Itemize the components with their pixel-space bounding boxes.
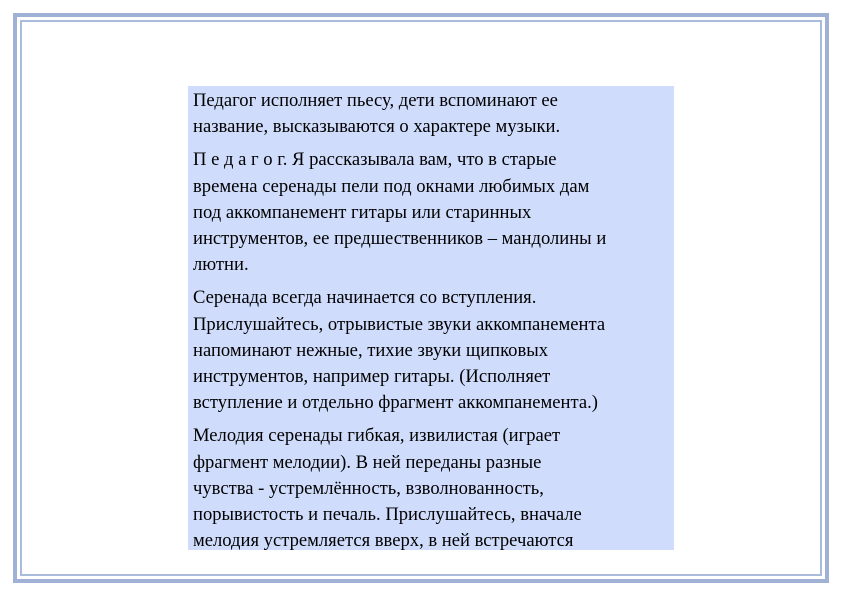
text-line: инструментов, ее предшественников – мандолины и <box>193 228 607 250</box>
text-line: Педагог исполняет пьесу, дети вспоминают ее <box>193 90 558 111</box>
text-line: мелодия устремляется вверх, в ней встречаются <box>193 530 574 550</box>
paragraph-2 <box>193 147 674 278</box>
text-line: фрагмент мелодии). В ней переданы разные <box>193 451 542 473</box>
text-line: инструментов, например гитары. (Исполняет <box>193 366 551 388</box>
text-line: название, высказываются о характере музыки. <box>193 116 561 138</box>
text-line: Серенада всегда начинается со вступления. <box>193 287 537 309</box>
text-line: порывистость и печаль. Прислушайтесь, вначале <box>193 504 582 526</box>
text-block <box>188 86 674 550</box>
text-line: П е д а г о г. Я рассказывала вам, что в старые <box>193 149 557 171</box>
text-line: чувства - устремлённость, взволнованность, <box>193 477 544 499</box>
text-line: лютни. <box>193 254 249 276</box>
paragraph-4 <box>193 423 674 550</box>
paragraph-3 <box>193 285 674 416</box>
text-line: Мелодия серенады гибкая, извилистая (играет <box>193 425 561 447</box>
paragraph-1 <box>193 88 674 140</box>
text-line: времена серенады пели под окнами любимых дам <box>193 175 590 197</box>
text-line: Прислушайтесь, отрывистые звуки аккомпанемента <box>193 313 606 335</box>
text-line: напоминают нежные, тихие звуки щипковых <box>193 339 549 361</box>
text-line: вступление и отдельно фрагмент аккомпанемента.) <box>193 392 598 414</box>
text-line: под аккомпанемент гитары или старинных <box>193 201 532 223</box>
